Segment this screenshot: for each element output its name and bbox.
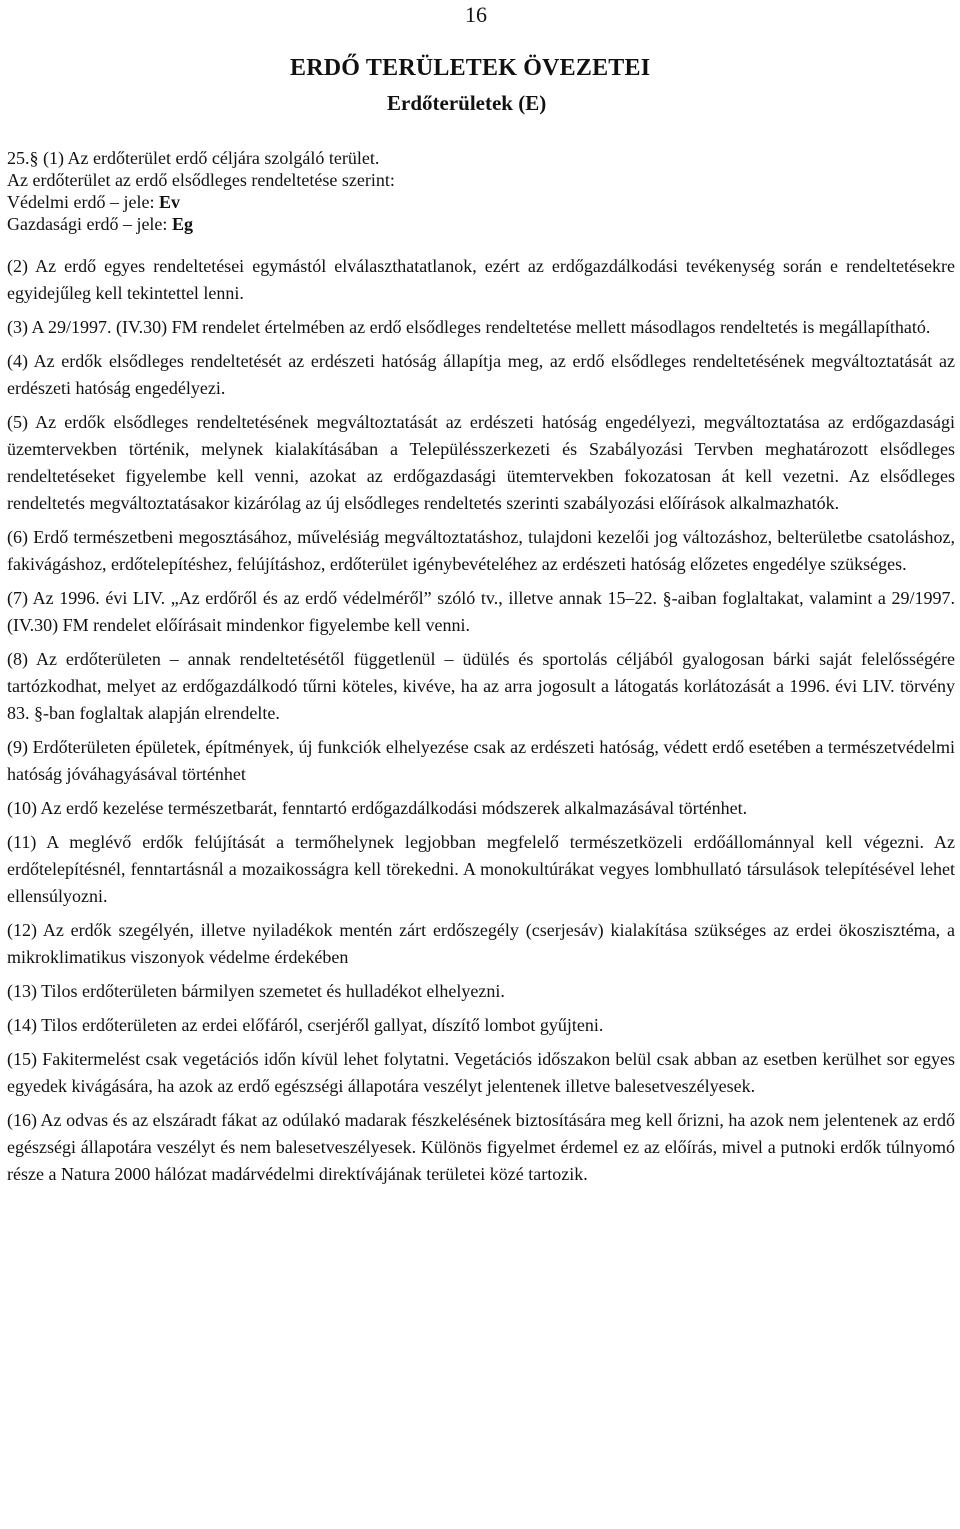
paragraph-9: (9) Erdőterületen épületek, építmények, új funkciók elhelyezése csak az erdészeti hatóság, védett erdő esetében a természetvédelmi hatóság jóváhagyásával történhet [7, 737, 955, 784]
protective-forest-code: Ev [158, 192, 180, 212]
paragraph-8: (8) Az erdőterületen – annak rendeltetésétől függetlenül – üdülés és sportolás céljából gyalogosan bárki saját felelősségére tartózkodhat, melyet az erdőgazdálkodó tűrni köteles, kivéve, ha az arra jogosult a látogatás korlátozását a 1996. évi LIV. törvény 83. §-ban foglaltak alapján elrendelte. [7, 649, 955, 723]
economic-forest-label: Gazdasági erdő – jele: [7, 214, 172, 234]
economic-forest-line [7, 213, 955, 235]
paragraph-7: (7) Az 1996. évi LIV. „Az erdőről és az erdő védelméről” szóló tv., illetve annak 15–22. §-aiban foglaltakat, valamint a 29/1997. (IV.30) FM rendelet előírásait mindenkor figyelembe kell venni. [7, 588, 955, 635]
document-body [7, 147, 955, 1195]
page-number: 16 [465, 2, 487, 27]
economic-forest-code: Eg [171, 214, 193, 234]
section-subtitle: Erdőterületek (E) [387, 91, 547, 115]
paragraph-12: (12) Az erdők szegélyén, illetve nyiladékok mentén zárt erdőszegély (cserjesáv) kialakítása szükséges az erdei ökoszisztéma, a mikroklimatikus viszonyok védelme érdekében [7, 920, 955, 967]
paragraph-10: (10) Az erdő kezelése természetbarát, fenntartó erdőgazdálkodási módszerek alkalmazásával történhet. [7, 798, 748, 818]
paragraph-5: (5) Az erdők elsődleges rendeltetésének megváltoztatását az erdészeti hatóság engedélyezi, megváltoztatása az erdőgazdasági üzemtervekben történik, melynek kialakításában a Településszerkezeti és Szabályozási Tervben meghatározott elsődleges rendeltetéseket figyelembe kell venni, azokat az erdőgazdasági ütemtervekben fokozatosan át kell vezetni. Az elsődleges rendeltetés megváltoztatásakor kizárólag az új elsődleges rendeltetés szerinti szabályozási előírások alkalmazhatók. [7, 412, 955, 513]
section-title: ERDŐ TERÜLETEK ÖVEZETEI [290, 55, 651, 81]
paragraph-11: (11) A meglévő erdők felújítását a termőhelynek legjobban megfelelő természetközeli erdőállománnyal kell végezni. Az erdőtelepítésnél, fenntartásnál a mozaikosságra kell törekedni. A monokultúrákat vegyes lombhullató társulások telepítésével lehet ellensúlyozni. [7, 832, 955, 906]
paragraph-14: (14) Tilos erdőterületen az erdei előfáról, cserjéről gallyat, díszítő lombot gyűjteni. [7, 1015, 604, 1035]
paragraph-4: (4) Az erdők elsődleges rendeltetését az erdészeti hatóság állapítja meg, az erdő elsődleges rendeltetésének megváltoztatását az erdészeti hatóság engedélyezi. [7, 351, 955, 398]
paragraph-15: (15) Fakitermelést csak vegetációs időn kívül lehet folytatni. Vegetációs időszakon belül csak abban az esetben kerülhet sor egyes egyedek kivágására, ha azok az erdő egészségi állapotára veszélyt jelentenek illetve balesetveszélyesek. [7, 1049, 955, 1096]
intro-line: 25.§ (1) Az erdőterület erdő céljára szolgáló terület. [7, 148, 380, 168]
classification-line: Az erdőterület az erdő elsődleges rendeltetése szerint: [7, 170, 395, 190]
paragraph-3: (3) A 29/1997. (IV.30) FM rendelet értelmében az erdő elsődleges rendeltetése mellett másodlagos rendeltetés is megállapítható. [7, 317, 931, 337]
paragraph-16: (16) Az odvas és az elszáradt fákat az odúlakó madarak fészkelésének biztosítására meg kell őrizni, ha azok nem jelentenek az erdő egészségi állapotára veszélyt és nem balesetveszélyesek. Különös figyelmet érdemel ez az előírás, mivel a putnoki erdők túlnyomó része a Natura 2000 hálózat madárvédelmi direktívájának területei közé tartozik. [7, 1110, 955, 1184]
paragraph-13: (13) Tilos erdőterületen bármilyen szemetet és hulladékot elhelyezni. [7, 981, 505, 1001]
paragraph-2: (2) Az erdő egyes rendeltetései egymástól elválaszthatatlanok, ezért az erdőgazdálkodási tevékenység során e rendeltetésekre egyidejűleg kell tekintettel lenni. [7, 256, 955, 303]
protective-forest-line [7, 191, 955, 213]
protective-forest-label: Védelmi erdő – jele: [7, 192, 159, 212]
paragraph-6: (6) Erdő természetbeni megosztásához, művelésiág megváltoztatáshoz, tulajdoni kezelői jog változáshoz, belterületbe csatoláshoz, fakivágáshoz, erdőtelepítéshez, felújításhoz, erdőterület igénybevételéhez az erdészeti hatóság előzetes engedélye szükséges. [7, 527, 955, 574]
